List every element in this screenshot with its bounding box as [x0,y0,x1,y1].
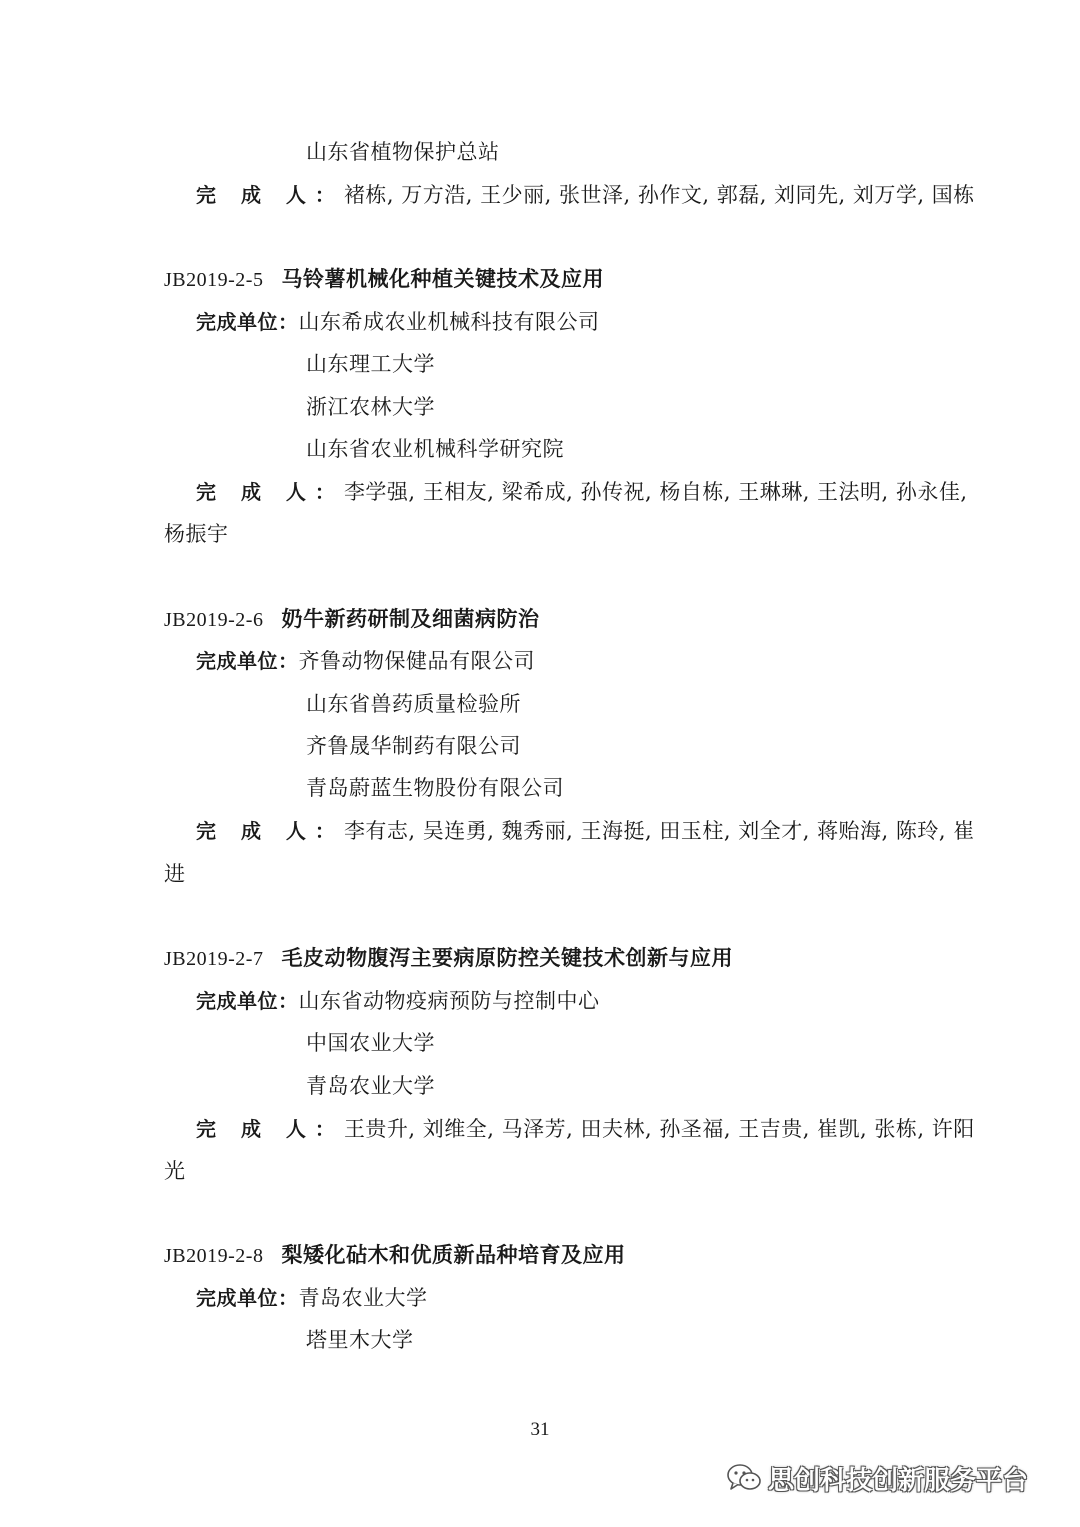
persons-row [196,477,968,507]
entry-code: JB2019-2-8 [164,1245,264,1267]
persons-label: 完 成 人： [196,1117,344,1141]
persons-label: 完 成 人： [196,480,344,504]
unit-text: 山东希成农业机械科技有限公司 [298,310,600,334]
unit-line: 齐鲁晟华制药有限公司 [306,734,521,758]
entry-heading [164,264,604,295]
persons-text: 李学强, 王相友, 梁希成, 孙传祝, 杨自栋, 王琳琳, 王法明, 孙永佳, [343,480,968,504]
unit-line: 山东理工大学 [306,352,435,376]
units-row [196,307,600,337]
entry-heading [164,1240,625,1271]
units-row [196,1283,428,1313]
unit-line: 塔里木大学 [306,1328,414,1352]
persons-continuation: 光 [164,1159,186,1183]
units-label: 完成单位： [196,649,299,673]
persons-row [196,180,975,210]
watermark [726,1458,1028,1498]
unit-line: 山东省植物保护总站 [306,140,500,164]
units-label: 完成单位： [196,310,299,334]
units-label: 完成单位： [196,989,299,1013]
unit-text: 齐鲁动物保健品有限公司 [298,649,535,673]
units-row [196,646,535,676]
units-row [196,986,600,1016]
entry-code: JB2019-2-6 [164,609,264,631]
unit-line: 山东省农业机械科学研究院 [306,437,564,461]
unit-text: 山东省动物疫病预防与控制中心 [298,989,600,1013]
entry-title: 奶牛新药研制及细菌病防治 [281,607,540,631]
unit-line: 青岛蔚蓝生物股份有限公司 [306,776,564,800]
entry-code: JB2019-2-5 [164,269,264,291]
unit-line: 青岛农业大学 [306,1074,435,1098]
unit-text: 青岛农业大学 [298,1286,428,1310]
persons-continuation: 进 [164,862,186,886]
entry-heading [164,943,733,974]
entry-title: 马铃薯机械化种植关键技术及应用 [281,267,604,291]
entry-title: 毛皮动物腹泻主要病原防控关键技术创新与应用 [281,946,733,970]
page-number: 31 [530,1419,550,1440]
persons-text: 褚栋, 万方浩, 王少丽, 张世泽, 孙作文, 郭磊, 刘同先, 刘万学, 国栋 [343,183,975,207]
persons-row [196,1114,975,1144]
persons-label: 完 成 人： [196,819,344,843]
watermark-text: 思创科技创新服务平台 [768,1465,1029,1496]
persons-continuation: 杨振宇 [164,522,229,546]
unit-line: 山东省兽药质量检验所 [306,692,521,716]
unit-line: 中国农业大学 [306,1031,435,1055]
units-label: 完成单位： [196,1286,299,1310]
entry-title: 梨矮化砧木和优质新品种培育及应用 [281,1243,626,1267]
wechat-icon [726,1462,762,1494]
entry-heading [164,604,539,635]
persons-label: 完 成 人： [196,183,344,207]
persons-text: 李有志, 吴连勇, 魏秀丽, 王海挺, 田玉柱, 刘全才, 蒋贻海, 陈玲, 崔 [343,819,975,843]
persons-row [196,816,975,846]
entry-code: JB2019-2-7 [164,948,264,970]
persons-text: 王贵升, 刘维全, 马泽芳, 田夫林, 孙圣福, 王吉贵, 崔凯, 张栋, 许阳 [343,1117,975,1141]
unit-line: 浙江农林大学 [306,395,435,419]
